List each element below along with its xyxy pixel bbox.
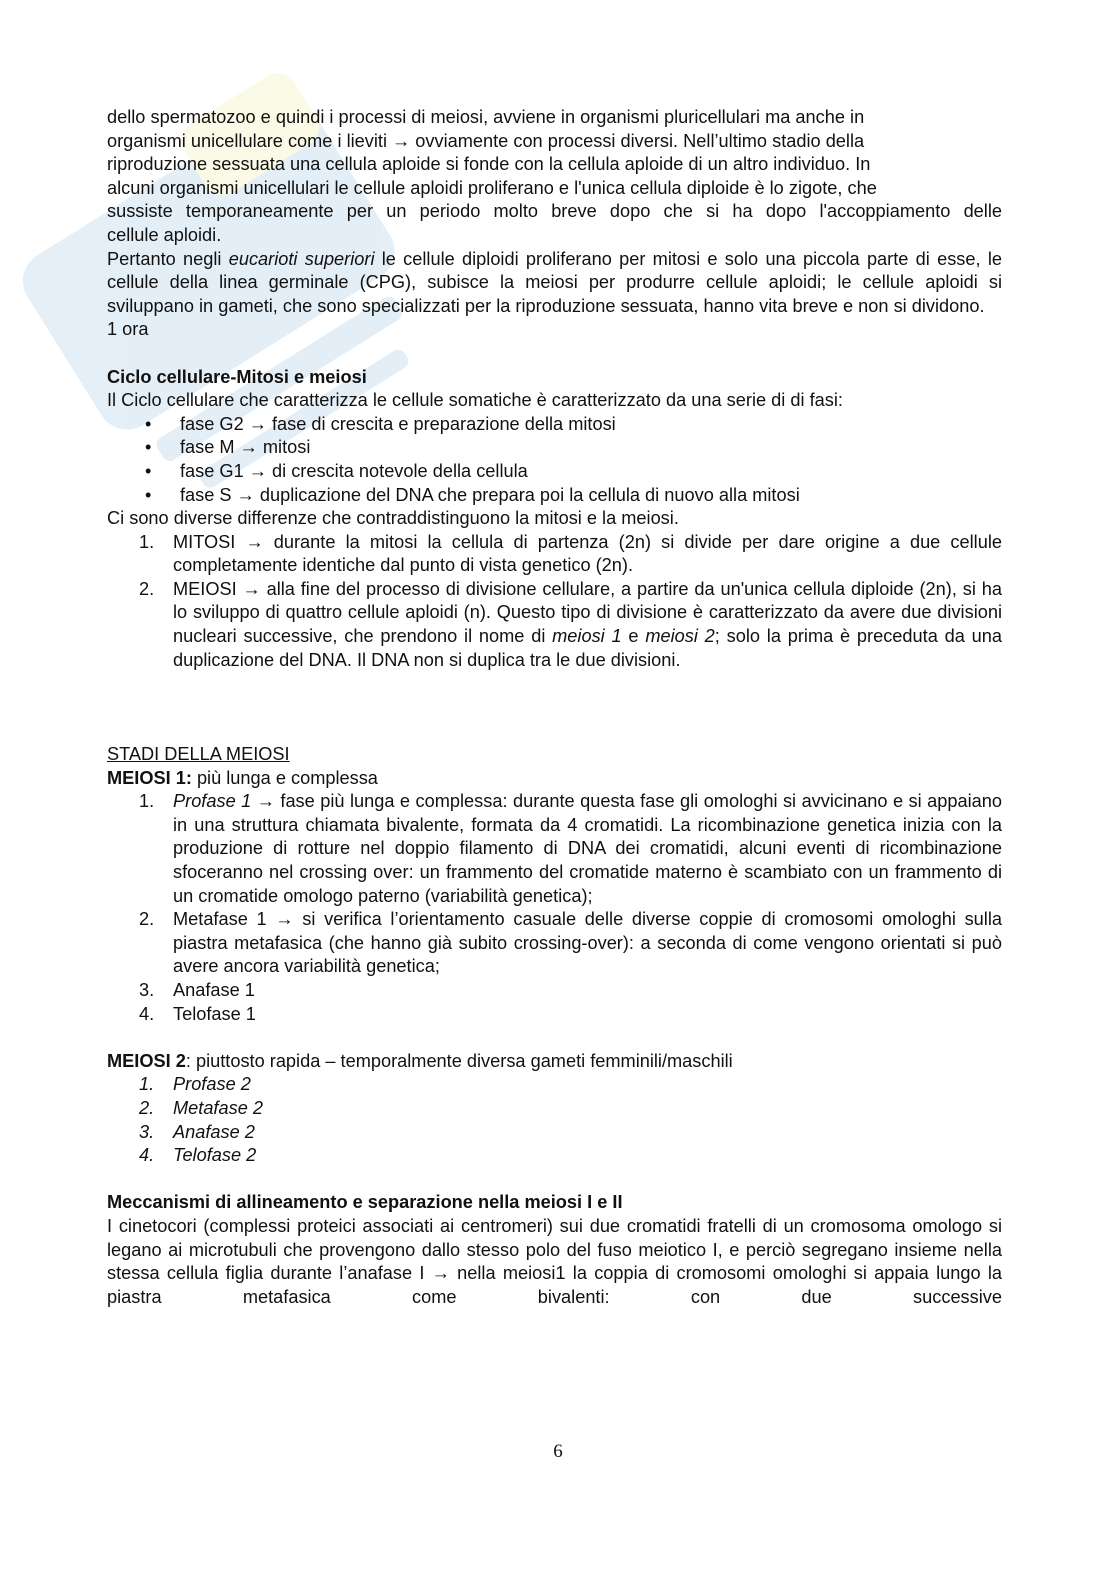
list-number: 2. bbox=[139, 1097, 155, 1118]
page-content bbox=[107, 106, 1002, 1309]
paragraph-line: organismi unicellulare come i lieviti → ovviamente con processi diversi. Nell’ultimo stadio della bbox=[107, 130, 865, 151]
bullet-icon: • bbox=[145, 413, 152, 434]
meiosi1-desc: più lunga e complessa bbox=[191, 767, 378, 788]
list-item-text: MEIOSI → alla fine del processo di divisione cellulare, a partire da un'unica cellula diploide (2n), si ha lo sviluppo di quattro cellule aploidi (n). Questo tipo di divisione è caratterizzato da avere due divisioni nucleari successive, che prendono il nome di bbox=[173, 578, 1002, 647]
list-item-text: Anafase 2 bbox=[173, 1121, 255, 1142]
paragraph-line: dello spermatozoo e quindi i processi di meiosi, avviene in organismi pluricellulari ma anche in bbox=[107, 107, 865, 127]
list-item bbox=[107, 1003, 1002, 1027]
list-item bbox=[107, 484, 1002, 508]
meiosi2-desc: : piuttosto rapida – temporalmente diversa gameti femminili/maschili bbox=[185, 1050, 733, 1071]
list-number: 2. bbox=[139, 578, 155, 599]
italic-term: meiosi 2 bbox=[645, 626, 715, 647]
text-span: le cellule diploidi proliferano per mitosi e solo una piccola parte di esse, le cellule della linea germinale (CPG), subisce la meiosi per produrre cellule aploidi; le cellule aploidi si sviluppano in gameti, che sono specializzati per la riproduzione sessuata, hanno vita breve e non si dividono. bbox=[107, 248, 1002, 316]
list-number: 3. bbox=[139, 1121, 155, 1142]
list-item bbox=[107, 578, 1002, 672]
paragraph-line: sussiste temporaneamente per un periodo molto breve dopo che si ha dopo l'accoppiamento delle bbox=[107, 201, 1002, 222]
paragraph-line: alcuni organismi unicellulari le cellule aploidi proliferano e l'unica cellula diploide è lo zigote, che bbox=[107, 177, 877, 198]
section-title-ciclo: Ciclo cellulare-Mitosi e meiosi bbox=[107, 366, 367, 387]
italic-term: eucarioti superiori bbox=[228, 248, 375, 269]
list-number: 4. bbox=[139, 1145, 155, 1166]
list-number: 1. bbox=[139, 1074, 155, 1095]
list-item bbox=[107, 460, 1002, 484]
list-item-text: → fase più lunga e complessa: durante questa fase gli omologhi si avvicinano e si appaiano in una struttura chiamata bivalente, formata da 4 cromatidi. La ricombinazione genetica inizia con la produzione di rotture nel doppio filamento di DNA dei cromatidi, alcuni eventi di ricombinazione sfoceranno nel crossing over: un frammento del cromatide materno è scambiato con un frammento di un cromatide omologo paterno (variabilità genetica); bbox=[173, 791, 1002, 906]
list-item bbox=[107, 531, 1002, 578]
section-intro: Il Ciclo cellulare che caratterizza le cellule somatiche è caratterizzato da una serie di di fasi: bbox=[107, 390, 843, 411]
list-item bbox=[107, 790, 1002, 908]
list-number: 3. bbox=[139, 979, 155, 1000]
spacer bbox=[107, 672, 1002, 743]
list-item-text: MITOSI → durante la mitosi la cellula di partenza (2n) si divide per dare origine a due cellule completamente identiche dal punto di vista genetico (2n). bbox=[173, 531, 1002, 576]
list-item bbox=[107, 1073, 1002, 1097]
text-span: Pertanto negli bbox=[107, 248, 229, 269]
list-item-text: Metafase 2 bbox=[173, 1097, 263, 1118]
meiosi1-heading bbox=[107, 767, 1002, 791]
list-item-text: Anafase 1 bbox=[173, 979, 255, 1000]
list-item-text: fase M → mitosi bbox=[180, 437, 311, 458]
list-item bbox=[107, 413, 1002, 437]
bullet-icon: • bbox=[145, 460, 152, 481]
time-note: 1 ora bbox=[107, 319, 149, 340]
list-item-text: fase G1 → di crescita notevole della cellula bbox=[180, 460, 528, 481]
page-number: 6 bbox=[553, 1441, 563, 1462]
list-item bbox=[107, 1121, 1002, 1145]
paragraph-line: cellule aploidi. bbox=[107, 224, 222, 245]
list-item-text: Telofase 2 bbox=[173, 1145, 257, 1166]
meiosi2-steps bbox=[107, 1073, 1002, 1167]
list-item-text: fase S → duplicazione del DNA che prepara poi la cellula di nuovo alla mitosi bbox=[180, 484, 800, 505]
list-item bbox=[107, 1144, 1002, 1168]
list-item bbox=[107, 1097, 1002, 1121]
list-item-text: Metafase 1 → si verifica l’orientamento casuale delle diverse coppie di cromosomi omologhi sulla piastra metafasica (che hanno già subito crossing-over): a seconda di come vengono orientati si può avere ancora variabilità genetica; bbox=[173, 909, 1002, 977]
list-item-text: fase G2 → fase di crescita e preparazione della mitosi bbox=[180, 413, 616, 434]
list-item bbox=[107, 908, 1002, 979]
list-number: 4. bbox=[139, 1003, 155, 1024]
meiosi2-label: MEIOSI 2 bbox=[107, 1050, 186, 1071]
list-item-text: e bbox=[621, 626, 646, 647]
paragraph-cinetocori: I cinetocori (complessi proteici associati ai centromeri) sui due cromatidi fratelli di un cromosoma omologo si legano ai microtubuli che provengono dallo stesso polo del fuso meiotico I, e perciò segregano insieme nella stessa cellula figlia durante l’anafase I → nella meiosi1 la coppia di cromosomi omologhi si appaia lungo la piastra metafasica come bivalenti: con due successive bbox=[107, 1215, 1002, 1307]
italic-term: Profase 1 bbox=[173, 791, 252, 812]
list-item-text: Telofase 1 bbox=[173, 1003, 256, 1024]
list-item-text: ; solo la prima è preceduta da una duplicazione del DNA. Il DNA non si duplica tra le due divisioni. bbox=[173, 626, 1002, 670]
list-number: 1. bbox=[139, 531, 155, 552]
bullet-icon: • bbox=[145, 484, 152, 505]
paragraph-line: riproduzione sessuata una cellula aploide si fonde con la cellula aploide di un altro individuo. In bbox=[107, 154, 871, 175]
list-item-text: Profase 2 bbox=[173, 1074, 251, 1095]
meiosi1-label: MEIOSI 1: bbox=[107, 767, 192, 788]
section-title-meccanismi: Meccanismi di allineamento e separazione nella meiosi I e II bbox=[107, 1192, 623, 1213]
spacer bbox=[107, 342, 1002, 366]
bullet-icon: • bbox=[145, 437, 152, 458]
meiosi2-heading bbox=[107, 1050, 1002, 1074]
section-title-stadi: STADI DELLA MEIOSI bbox=[107, 744, 290, 765]
meiosi1-steps bbox=[107, 790, 1002, 1026]
phase-list bbox=[107, 413, 1002, 507]
italic-term: meiosi 1 bbox=[552, 626, 622, 647]
list-item bbox=[107, 979, 1002, 1003]
spacer bbox=[107, 1026, 1002, 1050]
spacer bbox=[107, 1168, 1002, 1192]
list-number: 1. bbox=[139, 791, 155, 812]
differences-intro: Ci sono diverse differenze che contraddistinguono la mitosi e la meiosi. bbox=[107, 508, 679, 529]
differences-list bbox=[107, 531, 1002, 673]
list-item bbox=[107, 436, 1002, 460]
paragraph-eucarioti bbox=[107, 248, 1002, 319]
list-number: 2. bbox=[139, 909, 155, 930]
